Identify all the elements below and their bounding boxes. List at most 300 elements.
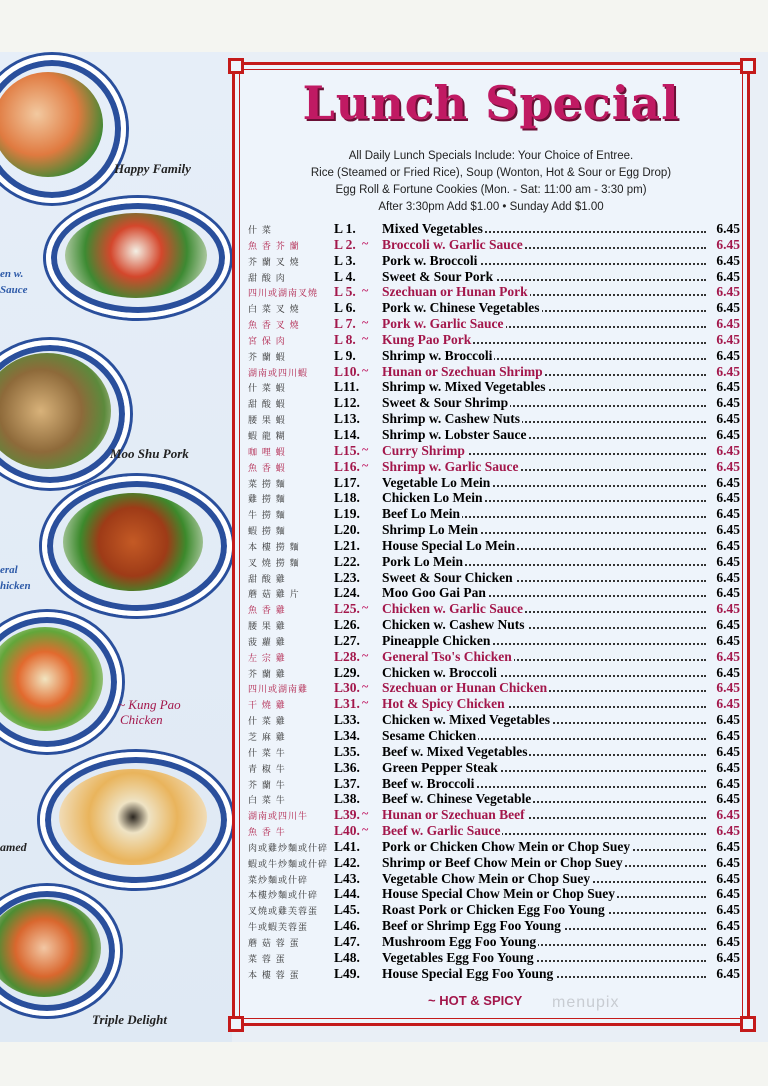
item-price: 6.45 (716, 490, 740, 506)
item-chinese-name: 甜 酸 雞 (248, 574, 286, 585)
hot-mark-icon: ~ (362, 315, 369, 330)
item-price: 6.45 (716, 268, 740, 284)
item-code: L 5. (334, 284, 356, 300)
item-name-text: Hunan or Szechuan Beef (382, 807, 525, 823)
photo-strip (0, 52, 232, 1042)
hot-mark-icon: ~ (362, 822, 369, 837)
hot-mark-icon: ~ (118, 697, 126, 712)
caption-kung-pao-2: Chicken (120, 712, 163, 727)
item-chinese-name: 四川或湖南叉燒 (248, 289, 319, 300)
item-name (382, 966, 706, 982)
item-price: 6.45 (716, 791, 740, 807)
menu-item (248, 665, 740, 681)
caption-partial-1: en w. (0, 268, 24, 280)
item-price: 6.45 (716, 696, 740, 712)
item-name-text: Vegetable Lo Mein (382, 474, 491, 490)
item-chinese-name: 芥 蘭 蝦 (248, 352, 286, 363)
item-code: L29. (334, 664, 360, 680)
item-name-text: Beef w. Chinese Vegetable (382, 791, 532, 807)
menu-item (248, 823, 740, 839)
info-line-3: Egg Roll & Fortune Cookies (Mon. - Sat: 11:00 am - 3:30 pm) (335, 184, 647, 196)
item-name (382, 633, 706, 649)
item-price: 6.45 (716, 411, 740, 427)
item-price: 6.45 (716, 902, 740, 918)
item-name (382, 886, 706, 902)
caption-triple-delight: Triple Delight (92, 1012, 167, 1027)
happy-family-photo (0, 55, 126, 203)
item-code: L15. (334, 442, 360, 458)
menu-item (248, 633, 740, 649)
item-name (382, 918, 706, 934)
item-name (382, 855, 706, 871)
item-chinese-name: 四川或湖南雞 (248, 685, 309, 696)
item-price: 6.45 (716, 743, 740, 759)
item-code: L49. (334, 965, 360, 981)
item-code: L27. (334, 632, 360, 648)
item-code: L44. (334, 886, 360, 902)
menu-item (248, 696, 740, 712)
item-code: L26. (334, 617, 360, 633)
item-name (382, 253, 706, 269)
item-name-text: Szechuan or Hunan Chicken (382, 680, 548, 696)
hot-mark-icon: ~ (428, 993, 436, 1008)
item-chinese-name: 雞 撈 麵 (248, 495, 286, 506)
item-name (382, 300, 706, 316)
item-name-text: Shrimp Lo Mein (382, 522, 479, 538)
item-chinese-name: 菜 撈 麵 (248, 479, 286, 490)
item-name (382, 871, 706, 887)
item-name (382, 680, 706, 696)
item-price: 6.45 (716, 807, 740, 823)
caption-moo-shu-pork: Moo Shu Pork (110, 446, 189, 461)
menu-item (248, 395, 740, 411)
menu-item (248, 871, 740, 887)
item-code: L33. (334, 712, 360, 728)
item-name (382, 443, 706, 459)
item-name (382, 902, 706, 918)
item-code: L20. (334, 522, 360, 538)
menu-item (248, 902, 740, 918)
kung-pao-chicken-photo (0, 612, 122, 752)
item-chinese-name: 腰 果 雞 (248, 622, 286, 633)
item-price: 6.45 (716, 648, 740, 664)
menu-item (248, 760, 740, 776)
item-chinese-name: 湖南或四川牛 (248, 812, 309, 823)
item-code: L 9. (334, 347, 356, 363)
item-chinese-name: 甜 酸 蝦 (248, 400, 286, 411)
menu-item (248, 950, 740, 966)
hot-mark-icon: ~ (362, 679, 369, 694)
menu-item (248, 839, 740, 855)
menu-item (248, 728, 740, 744)
item-name-text: Beef w. Mixed Vegetables (382, 743, 528, 759)
item-chinese-name: 菜炒麵或什碎 (248, 875, 309, 886)
item-chinese-name: 魚 香 雞 (248, 606, 286, 617)
hot-mark-icon: ~ (362, 457, 369, 472)
item-name-text: Shrimp w. Garlic Sauce (382, 458, 519, 474)
item-name (382, 475, 706, 491)
item-price: 6.45 (716, 458, 740, 474)
item-name (382, 332, 706, 348)
item-name (382, 395, 706, 411)
menu-item (248, 585, 740, 601)
item-price: 6.45 (716, 918, 740, 934)
menu-item (248, 379, 740, 395)
general-chicken-photo (42, 476, 232, 616)
item-chinese-name: 什 菜 蝦 (248, 384, 286, 395)
item-name-text: Vegetable Chow Mein or Chop Suey (382, 870, 591, 886)
item-name-text: Pork w. Broccoli (382, 252, 478, 268)
item-name (382, 823, 706, 839)
item-name-text: Kung Pao Pork (382, 331, 472, 347)
frame-corner (740, 58, 756, 74)
item-code: L45. (334, 902, 360, 918)
item-name-text: Sesame Chicken (382, 728, 477, 743)
item-name (382, 760, 706, 776)
item-price: 6.45 (716, 300, 740, 316)
item-price: 6.45 (716, 886, 740, 902)
item-name (382, 601, 706, 617)
item-chinese-name: 叉 燒 撈 麵 (248, 558, 300, 569)
item-code: L 4. (334, 268, 356, 284)
hot-spicy-legend (428, 993, 522, 1008)
item-code: L 8. (334, 331, 356, 347)
item-price: 6.45 (716, 379, 740, 395)
hot-mark-icon: ~ (362, 283, 369, 298)
item-price: 6.45 (716, 395, 740, 411)
item-price: 6.45 (716, 252, 740, 268)
item-code: L 2. (334, 236, 356, 252)
item-chinese-name: 青 椒 牛 (248, 764, 286, 775)
item-name (382, 269, 706, 285)
hot-mark-icon: ~ (362, 647, 369, 662)
item-name (382, 506, 706, 522)
item-code: L34. (334, 728, 360, 743)
item-name (382, 696, 706, 712)
item-price: 6.45 (716, 221, 740, 236)
frame-corner (228, 58, 244, 74)
hot-mark-icon: ~ (362, 330, 369, 345)
item-price: 6.45 (716, 775, 740, 791)
item-price: 6.45 (716, 474, 740, 490)
item-name-text: Hunan or Szechuan Shrimp (382, 363, 543, 379)
item-chinese-name: 芝 麻 雞 (248, 733, 286, 743)
item-chinese-name: 芥 蘭 叉 燒 (248, 257, 300, 268)
item-name (382, 649, 706, 665)
steamed-dumplings-photo (40, 752, 232, 888)
item-name (382, 316, 706, 332)
item-price: 6.45 (716, 442, 740, 458)
item-chinese-name: 什 菜 雞 (248, 717, 286, 728)
item-code: L16. (334, 458, 360, 474)
menu-item (248, 554, 740, 570)
item-name-text: Moo Goo Gai Pan (382, 585, 486, 601)
item-code: L14. (334, 426, 360, 442)
item-code: L24. (334, 585, 360, 601)
item-chinese-name: 蘑 菇 蓉 蛋 (248, 938, 300, 949)
item-name (382, 538, 706, 554)
item-chinese-name: 蝦 龍 糊 (248, 431, 286, 442)
item-name-text: Pork w. Chinese Vegetables (382, 300, 540, 316)
caption-partial-5: amed (0, 840, 27, 854)
caption-partial-2: Sauce (0, 284, 28, 296)
item-name (382, 554, 706, 570)
item-chinese-name: 咖 哩 蝦 (248, 447, 286, 458)
item-code: L28. (334, 648, 360, 664)
item-code: L10. (334, 363, 360, 379)
item-chinese-name: 肉或雞炒麵或什碎 (248, 843, 329, 854)
item-chinese-name: 宮 保 肉 (248, 336, 286, 347)
item-name (382, 490, 706, 506)
item-name-text: Roast Pork or Chicken Egg Foo Young (382, 902, 605, 918)
item-name-text: Beef or Shrimp Egg Foo Young (382, 918, 561, 934)
menu-item (248, 807, 740, 823)
item-code: L11. (334, 379, 360, 395)
item-chinese-name: 白 菜 叉 燒 (248, 305, 300, 316)
item-chinese-name: 腰 果 蝦 (248, 416, 286, 427)
item-code: L37. (334, 775, 360, 791)
item-code: L 6. (334, 300, 356, 316)
hot-mark-icon: ~ (362, 362, 369, 377)
item-name (382, 411, 706, 427)
item-code: L30. (334, 680, 360, 696)
item-chinese-name: 蘑 菇 雞 片 (248, 590, 300, 601)
item-price: 6.45 (716, 617, 740, 633)
menu-item (248, 601, 740, 617)
item-code: L41. (334, 838, 360, 854)
item-code: L42. (334, 854, 360, 870)
menu-item (248, 348, 740, 364)
item-chinese-name: 蝦或牛炒麵或什碎 (248, 859, 329, 870)
hot-mark-icon: ~ (362, 441, 369, 456)
item-name-text: Green Pepper Steak (382, 759, 498, 775)
item-price: 6.45 (716, 680, 740, 696)
item-chinese-name: 什 菜 牛 (248, 748, 286, 759)
item-name (382, 791, 706, 807)
item-name (382, 839, 706, 855)
item-name-text: Curry Shrimp (382, 442, 465, 458)
info-line-2: Rice (Steamed or Fried Rice), Soup (Wonton, Hot & Sour or Egg Drop) (310, 167, 672, 179)
item-name-text: Szechuan or Hunan Pork (382, 284, 528, 300)
item-name (382, 776, 706, 792)
item-name-text: Sweet & Sour Pork (382, 268, 494, 284)
item-price: 6.45 (716, 728, 740, 743)
item-code: L18. (334, 490, 360, 506)
item-name (382, 237, 706, 253)
item-name-text: Pork Lo Mein (382, 553, 463, 569)
item-chinese-name: 本樓炒麵或什碎 (248, 891, 319, 902)
item-name-text: Broccoli w. Garlic Sauce (382, 236, 523, 252)
caption-kung-pao-line1: Kung Pao (128, 697, 181, 712)
item-name (382, 807, 706, 823)
item-price: 6.45 (716, 236, 740, 252)
menu-item (248, 934, 740, 950)
item-code: L21. (334, 537, 360, 553)
menu-item (248, 791, 740, 807)
menu-item (248, 966, 740, 982)
item-chinese-name: 菠 蘿 雞 (248, 637, 286, 648)
item-price: 6.45 (716, 426, 740, 442)
item-name-text: Chicken w. Garlic Sauce (382, 601, 523, 617)
menu-item (248, 886, 740, 902)
item-name-text: Vegetables Egg Foo Young (382, 949, 534, 965)
item-code: L 7. (334, 316, 356, 332)
menu-item (248, 332, 740, 348)
item-price: 6.45 (716, 712, 740, 728)
item-price: 6.45 (716, 363, 740, 379)
item-chinese-name: 蝦 撈 麵 (248, 527, 286, 538)
item-name (382, 379, 706, 395)
menu-item (248, 712, 740, 728)
item-code: L12. (334, 395, 360, 411)
item-name-text: Beef w. Garlic Sauce (382, 823, 501, 839)
item-name (382, 950, 706, 966)
item-code: L22. (334, 553, 360, 569)
item-name (382, 712, 706, 728)
moo-shu-pork-photo (0, 340, 130, 488)
item-code: L13. (334, 411, 360, 427)
menu-item (248, 364, 740, 380)
item-name-text: Shrimp w. Cashew Nuts (382, 411, 521, 427)
menu-item (248, 411, 740, 427)
item-chinese-name: 魚 香 牛 (248, 828, 286, 839)
menu-item (248, 316, 740, 332)
item-code: L 3. (334, 252, 356, 268)
item-price: 6.45 (716, 284, 740, 300)
menu-item (248, 680, 740, 696)
info-line-4: After 3:30pm Add $1.00 • Sunday Add $1.00 (378, 201, 604, 213)
menu-item (248, 538, 740, 554)
chicken-garlic-sauce-photo (46, 198, 230, 318)
item-name-text: Sweet & Sour Chicken (382, 569, 513, 585)
item-chinese-name: 甜 酸 肉 (248, 273, 286, 284)
item-price: 6.45 (716, 823, 740, 839)
item-code: L31. (334, 696, 360, 712)
item-code: L43. (334, 870, 360, 886)
item-price: 6.45 (716, 331, 740, 347)
item-price: 6.45 (716, 585, 740, 601)
item-name-text: Pork or Chicken Chow Mein or Chop Suey (382, 838, 631, 854)
menu-item (248, 506, 740, 522)
frame-corner (228, 1016, 244, 1032)
menu-item (248, 855, 740, 871)
item-code: L46. (334, 918, 360, 934)
item-name-text: House Special Egg Foo Young (382, 965, 554, 981)
item-price: 6.45 (716, 553, 740, 569)
item-name (382, 427, 706, 443)
menu-item (248, 649, 740, 665)
item-price: 6.45 (716, 854, 740, 870)
item-name (382, 585, 706, 601)
item-price: 6.45 (716, 537, 740, 553)
menu-list (248, 221, 740, 982)
item-name-text: House Special Chow Mein or Chop Suey (382, 886, 616, 902)
item-chinese-name: 牛 撈 麵 (248, 511, 286, 522)
item-chinese-name: 什 菜 (248, 226, 272, 236)
menu-item (248, 253, 740, 269)
item-code: L 1. (334, 221, 356, 236)
item-code: L17. (334, 474, 360, 490)
item-name (382, 364, 706, 380)
caption-kung-pao-1 (118, 697, 181, 713)
menu-item (248, 300, 740, 316)
item-chinese-name: 魚 香 叉 燒 (248, 321, 300, 332)
item-name-text: Shrimp w. Mixed Vegetables (382, 379, 546, 395)
item-price: 6.45 (716, 316, 740, 332)
item-price: 6.45 (716, 664, 740, 680)
menu-item (248, 284, 740, 300)
menu-item (248, 221, 740, 237)
menu-item (248, 269, 740, 285)
item-name-text: Shrimp w. Broccoli (382, 347, 493, 363)
item-name-text: Pineapple Chicken (382, 632, 491, 648)
caption-partial-3: eral (0, 564, 18, 576)
item-name-text: Chicken w. Cashew Nuts (382, 617, 525, 633)
menu-item (248, 443, 740, 459)
item-name-text: Shrimp or Beef Chow Mein or Chop Suey (382, 854, 623, 870)
item-chinese-name: 干 燒 雞 (248, 701, 286, 712)
item-price: 6.45 (716, 870, 740, 886)
menu-item (248, 237, 740, 253)
page-title: Lunch Special (302, 76, 680, 130)
item-name-text: Beef Lo Mein (382, 506, 460, 522)
item-chinese-name: 牛或蝦芙蓉蛋 (248, 923, 309, 934)
item-code: L35. (334, 743, 360, 759)
item-chinese-name: 湖南或四川蝦 (248, 368, 309, 379)
item-code: L25. (334, 601, 360, 617)
item-price: 6.45 (716, 569, 740, 585)
item-code: L39. (334, 807, 360, 823)
caption-happy-family: Happy Family (114, 161, 191, 176)
item-name-text: Shrimp w. Lobster Sauce (382, 426, 527, 442)
item-chinese-name: 本 樓 撈 麵 (248, 542, 300, 553)
hot-mark-icon: ~ (362, 235, 369, 250)
item-name (382, 522, 706, 538)
item-chinese-name: 白 菜 牛 (248, 796, 286, 807)
menu-item (248, 459, 740, 475)
item-price: 6.45 (716, 601, 740, 617)
item-name (382, 617, 706, 633)
info-line-1: All Daily Lunch Specials Include: Your Choice of Entree. (348, 150, 634, 162)
item-name (382, 744, 706, 760)
item-price: 6.45 (716, 965, 740, 981)
item-chinese-name: 叉燒或雞芙蓉蛋 (248, 907, 319, 918)
item-price: 6.45 (716, 632, 740, 648)
item-price: 6.45 (716, 347, 740, 363)
legend-label: HOT & SPICY (439, 993, 523, 1008)
menu-item (248, 918, 740, 934)
item-code: L23. (334, 569, 360, 585)
menu-item (248, 776, 740, 792)
item-chinese-name: 芥 蘭 雞 (248, 669, 286, 680)
item-price: 6.45 (716, 838, 740, 854)
item-price: 6.45 (716, 933, 740, 949)
menu-item (248, 522, 740, 538)
item-price: 6.45 (716, 949, 740, 965)
item-name-text: Chicken Lo Mein (382, 490, 483, 506)
item-name (382, 728, 706, 744)
item-name-text: Sweet & Sour Shrimp (382, 395, 509, 411)
item-price: 6.45 (716, 506, 740, 522)
menu-item (248, 427, 740, 443)
item-price: 6.45 (716, 522, 740, 538)
item-chinese-name: 魚 香 芥 蘭 (248, 241, 300, 252)
item-chinese-name: 芥 蘭 牛 (248, 780, 286, 791)
item-name-text: House Special Lo Mein (382, 537, 516, 553)
menu-item (248, 570, 740, 586)
item-name (382, 665, 706, 681)
item-name-text: General Tso's Chicken (382, 648, 512, 664)
